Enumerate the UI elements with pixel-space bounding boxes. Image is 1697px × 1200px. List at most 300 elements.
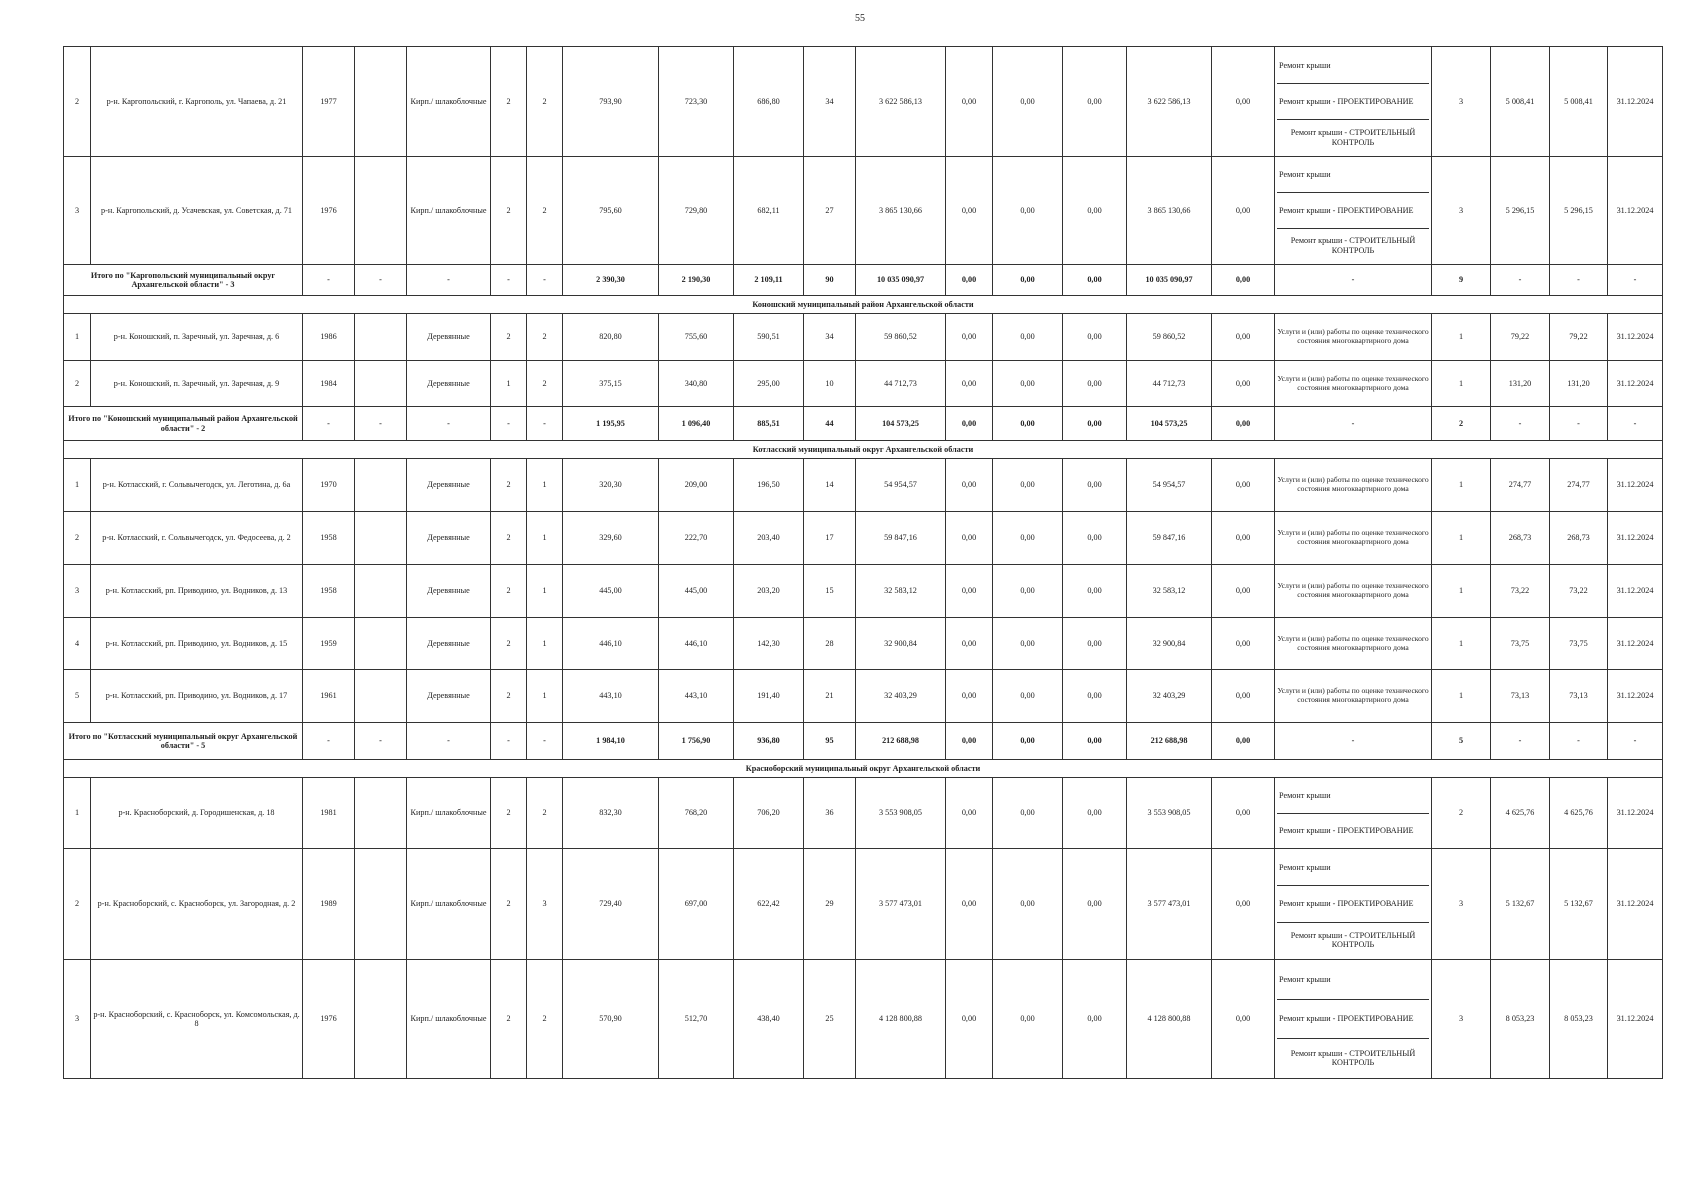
table-row <box>64 849 1663 960</box>
premises-area-cell: 340,80 <box>659 361 734 407</box>
unit-cost-cell: 4 625,76 <box>1491 778 1550 849</box>
floors-cell: 2 <box>491 314 527 361</box>
year-cell: 1986 <box>303 314 355 361</box>
row-number: 2 <box>64 361 91 407</box>
cost-total-cell: 54 954,57 <box>856 459 946 512</box>
fund-cell: 0,00 <box>1063 361 1127 407</box>
unit-cost-cell: 268,73 <box>1491 512 1550 565</box>
row-number: 5 <box>64 670 91 723</box>
max-unit-cost-cell: 268,73 <box>1550 512 1608 565</box>
total-value-cell: - <box>1550 265 1608 296</box>
total-label: Итого по "Котласский муниципальный округ Архангельской области" - 5 <box>64 723 303 760</box>
dash-cell: - <box>303 723 355 760</box>
row-number: 4 <box>64 618 91 670</box>
total-value-cell: 2 <box>1432 407 1491 441</box>
premises-area-cell: 723,30 <box>659 47 734 157</box>
table-row <box>64 361 1663 407</box>
fund-cell: 0,00 <box>993 849 1063 960</box>
table-row <box>64 47 1663 157</box>
wall-material-cell: Деревянные <box>407 314 491 361</box>
unit-cost-cell: 73,75 <box>1491 618 1550 670</box>
works-cell: Услуги и (или) работы по оценке технического состояния многоквартирного дома <box>1275 618 1432 670</box>
premises-area-cell: 697,00 <box>659 849 734 960</box>
work-type-item: Ремонт крыши - ПРОЕКТИРОВАНИЕ <box>1277 83 1429 119</box>
works-cell <box>1275 157 1432 265</box>
residents-cell: 34 <box>804 314 856 361</box>
premises-area-cell: 222,70 <box>659 512 734 565</box>
owners-funds-cell: 54 954,57 <box>1127 459 1212 512</box>
address-cell: р-н. Красноборский, д. Городишенская, д. 18 <box>91 778 303 849</box>
total-area-cell: 445,00 <box>563 565 659 618</box>
blank-cell <box>355 960 407 1079</box>
owners-funds-cell: 3 622 586,13 <box>1127 47 1212 157</box>
total-value-cell: - <box>1275 265 1432 296</box>
cost-total-cell: 59 847,16 <box>856 512 946 565</box>
completion-date-cell: 31.12.2024 <box>1608 157 1663 265</box>
fund-cell: 0,00 <box>1063 565 1127 618</box>
work-type-item: Ремонт крыши <box>1279 60 1331 70</box>
completion-date-cell: 31.12.2024 <box>1608 47 1663 157</box>
max-unit-cost-cell: 5 008,41 <box>1550 47 1608 157</box>
owners-funds-cell: 3 577 473,01 <box>1127 849 1212 960</box>
works-count-cell: 1 <box>1432 459 1491 512</box>
residents-cell: 27 <box>804 157 856 265</box>
floors-cell: 2 <box>491 618 527 670</box>
total-area-cell: 443,10 <box>563 670 659 723</box>
table-row <box>64 459 1663 512</box>
total-area-cell: 729,40 <box>563 849 659 960</box>
entrances-cell: 3 <box>527 849 563 960</box>
dash-cell: - <box>527 723 563 760</box>
blank-cell <box>355 670 407 723</box>
dash-cell: - <box>491 265 527 296</box>
entrances-cell: 1 <box>527 618 563 670</box>
max-unit-cost-cell: 79,22 <box>1550 314 1608 361</box>
max-unit-cost-cell: 73,75 <box>1550 618 1608 670</box>
floors-cell: 2 <box>491 778 527 849</box>
page-number: 55 <box>855 13 865 24</box>
other-funds-cell: 0,00 <box>1212 512 1275 565</box>
residential-area-cell: 142,30 <box>734 618 804 670</box>
residential-area-cell: 706,20 <box>734 778 804 849</box>
residential-area-cell: 622,42 <box>734 849 804 960</box>
other-funds-cell: 0,00 <box>1212 618 1275 670</box>
row-number: 3 <box>64 960 91 1079</box>
cost-total-cell: 4 128 800,88 <box>856 960 946 1079</box>
fund-cell: 0,00 <box>993 47 1063 157</box>
total-area-cell: 320,30 <box>563 459 659 512</box>
table-row <box>64 670 1663 723</box>
works-cell: Услуги и (или) работы по оценке технического состояния многоквартирного дома <box>1275 512 1432 565</box>
owners-funds-cell: 4 128 800,88 <box>1127 960 1212 1079</box>
fund-cell: 0,00 <box>946 960 993 1079</box>
dash-cell: - <box>407 723 491 760</box>
blank-cell <box>355 512 407 565</box>
fund-cell: 0,00 <box>946 849 993 960</box>
fund-cell: 0,00 <box>946 314 993 361</box>
works-count-cell: 3 <box>1432 47 1491 157</box>
address-cell: р-н. Каргопольский, г. Каргополь, ул. Чапаева, д. 21 <box>91 47 303 157</box>
completion-date-cell: 31.12.2024 <box>1608 361 1663 407</box>
work-type-item: Ремонт крыши - ПРОЕКТИРОВАНИЕ <box>1277 192 1429 227</box>
table-row <box>64 512 1663 565</box>
premises-area-cell: 768,20 <box>659 778 734 849</box>
total-value-cell: 1 984,10 <box>563 723 659 760</box>
wall-material-cell: Кирп./ шлакоблочные <box>407 849 491 960</box>
owners-funds-cell: 59 860,52 <box>1127 314 1212 361</box>
owners-funds-cell: 59 847,16 <box>1127 512 1212 565</box>
total-area-cell: 832,30 <box>563 778 659 849</box>
total-value-cell: 936,80 <box>734 723 804 760</box>
total-row <box>64 407 1663 441</box>
total-value-cell: 10 035 090,97 <box>1127 265 1212 296</box>
fund-cell: 0,00 <box>993 960 1063 1079</box>
fund-cell: 0,00 <box>1063 314 1127 361</box>
total-value-cell: 9 <box>1432 265 1491 296</box>
row-number: 3 <box>64 565 91 618</box>
fund-cell: 0,00 <box>946 157 993 265</box>
premises-area-cell: 512,70 <box>659 960 734 1079</box>
works-count-cell: 3 <box>1432 157 1491 265</box>
fund-cell: 0,00 <box>993 618 1063 670</box>
other-funds-cell: 0,00 <box>1212 565 1275 618</box>
premises-area-cell: 209,00 <box>659 459 734 512</box>
address-cell: р-н. Коношский, п. Заречный, ул. Заречная, д. 6 <box>91 314 303 361</box>
completion-date-cell: 31.12.2024 <box>1608 512 1663 565</box>
completion-date-cell: 31.12.2024 <box>1608 778 1663 849</box>
works-count-cell: 1 <box>1432 512 1491 565</box>
max-unit-cost-cell: 73,13 <box>1550 670 1608 723</box>
wall-material-cell: Кирп./ шлакоблочные <box>407 47 491 157</box>
year-cell: 1961 <box>303 670 355 723</box>
dash-cell: - <box>303 265 355 296</box>
unit-cost-cell: 274,77 <box>1491 459 1550 512</box>
address-cell: р-н. Красноборский, с. Красноборск, ул. Загородная, д. 2 <box>91 849 303 960</box>
works-count-cell: 3 <box>1432 849 1491 960</box>
total-value-cell: 5 <box>1432 723 1491 760</box>
other-funds-cell: 0,00 <box>1212 361 1275 407</box>
dash-cell: - <box>527 407 563 441</box>
unit-cost-cell: 73,22 <box>1491 565 1550 618</box>
premises-area-cell: 755,60 <box>659 314 734 361</box>
fund-cell: 0,00 <box>946 459 993 512</box>
dash-cell: - <box>407 407 491 441</box>
cost-total-cell: 3 553 908,05 <box>856 778 946 849</box>
dash-cell: - <box>407 265 491 296</box>
blank-cell <box>355 314 407 361</box>
total-value-cell: 1 096,40 <box>659 407 734 441</box>
fund-cell: 0,00 <box>946 778 993 849</box>
row-number: 1 <box>64 778 91 849</box>
total-area-cell: 793,90 <box>563 47 659 157</box>
total-value-cell: 0,00 <box>993 723 1063 760</box>
completion-date-cell: 31.12.2024 <box>1608 314 1663 361</box>
works-cell: Услуги и (или) работы по оценке технического состояния многоквартирного дома <box>1275 670 1432 723</box>
work-type-item: Ремонт крыши - ПРОЕКТИРОВАНИЕ <box>1277 885 1429 921</box>
total-value-cell: - <box>1550 407 1608 441</box>
fund-cell: 0,00 <box>946 670 993 723</box>
residential-area-cell: 203,20 <box>734 565 804 618</box>
work-type-item: Ремонт крыши <box>1279 791 1331 801</box>
works-count-cell: 1 <box>1432 361 1491 407</box>
fund-cell: 0,00 <box>1063 47 1127 157</box>
row-number: 1 <box>64 459 91 512</box>
capital-repair-table <box>63 46 1663 1079</box>
fund-cell: 0,00 <box>1063 618 1127 670</box>
year-cell: 1989 <box>303 849 355 960</box>
total-value-cell: 212 688,98 <box>1127 723 1212 760</box>
table-row <box>64 618 1663 670</box>
fund-cell: 0,00 <box>993 314 1063 361</box>
other-funds-cell: 0,00 <box>1212 47 1275 157</box>
row-number: 1 <box>64 314 91 361</box>
cost-total-cell: 3 622 586,13 <box>856 47 946 157</box>
unit-cost-cell: 5 132,67 <box>1491 849 1550 960</box>
address-cell: р-н. Котласский, рп. Приводино, ул. Водников, д. 13 <box>91 565 303 618</box>
dash-cell: - <box>355 265 407 296</box>
work-type-item: Ремонт крыши - ПРОЕКТИРОВАНИЕ <box>1277 813 1429 848</box>
unit-cost-cell: 8 053,23 <box>1491 960 1550 1079</box>
fund-cell: 0,00 <box>946 361 993 407</box>
residents-cell: 28 <box>804 618 856 670</box>
total-value-cell: 104 573,25 <box>1127 407 1212 441</box>
fund-cell: 0,00 <box>1063 778 1127 849</box>
total-value-cell: - <box>1608 265 1663 296</box>
fund-cell: 0,00 <box>946 565 993 618</box>
cost-total-cell: 3 865 130,66 <box>856 157 946 265</box>
fund-cell: 0,00 <box>993 565 1063 618</box>
total-area-cell: 375,15 <box>563 361 659 407</box>
section-header-row <box>64 760 1663 778</box>
table-row <box>64 960 1663 1079</box>
owners-funds-cell: 44 712,73 <box>1127 361 1212 407</box>
residents-cell: 17 <box>804 512 856 565</box>
fund-cell: 0,00 <box>993 512 1063 565</box>
total-value-cell: 0,00 <box>1212 407 1275 441</box>
entrances-cell: 2 <box>527 960 563 1079</box>
dash-cell: - <box>355 407 407 441</box>
floors-cell: 2 <box>491 512 527 565</box>
fund-cell: 0,00 <box>1063 459 1127 512</box>
unit-cost-cell: 5 296,15 <box>1491 157 1550 265</box>
section-header-row <box>64 296 1663 314</box>
works-count-cell: 1 <box>1432 565 1491 618</box>
residential-area-cell: 196,50 <box>734 459 804 512</box>
works-count-cell: 1 <box>1432 670 1491 723</box>
row-number: 2 <box>64 849 91 960</box>
table-row <box>64 778 1663 849</box>
fund-cell: 0,00 <box>993 459 1063 512</box>
works-cell <box>1275 47 1432 157</box>
blank-cell <box>355 157 407 265</box>
residential-area-cell: 203,40 <box>734 512 804 565</box>
section-title: Красноборский муниципальный округ Архангельской области <box>64 760 1663 778</box>
row-number: 3 <box>64 157 91 265</box>
entrances-cell: 1 <box>527 512 563 565</box>
year-cell: 1958 <box>303 565 355 618</box>
total-value-cell: - <box>1491 407 1550 441</box>
residents-cell: 34 <box>804 47 856 157</box>
total-value-cell: - <box>1608 407 1663 441</box>
total-value-cell: - <box>1275 723 1432 760</box>
completion-date-cell: 31.12.2024 <box>1608 565 1663 618</box>
total-area-cell: 820,80 <box>563 314 659 361</box>
fund-cell: 0,00 <box>1063 960 1127 1079</box>
total-label: Итого по "Коношский муниципальный район Архангельской области" - 2 <box>64 407 303 441</box>
work-type-item: Ремонт крыши <box>1279 862 1331 872</box>
total-value-cell: 0,00 <box>946 265 993 296</box>
row-number: 2 <box>64 512 91 565</box>
owners-funds-cell: 32 403,29 <box>1127 670 1212 723</box>
entrances-cell: 2 <box>527 47 563 157</box>
address-cell: р-н. Котласский, г. Сольвычегодск, ул. Федосеева, д. 2 <box>91 512 303 565</box>
cost-total-cell: 32 403,29 <box>856 670 946 723</box>
work-type-item: Ремонт крыши - СТРОИТЕЛЬНЫЙ КОНТРОЛЬ <box>1277 228 1429 263</box>
completion-date-cell: 31.12.2024 <box>1608 618 1663 670</box>
blank-cell <box>355 47 407 157</box>
year-cell: 1976 <box>303 157 355 265</box>
dash-cell: - <box>527 265 563 296</box>
residents-cell: 25 <box>804 960 856 1079</box>
entrances-cell: 1 <box>527 670 563 723</box>
work-type-item: Ремонт крыши - ПРОЕКТИРОВАНИЕ <box>1277 999 1429 1038</box>
owners-funds-cell: 3 553 908,05 <box>1127 778 1212 849</box>
total-value-cell: - <box>1491 723 1550 760</box>
total-area-cell: 329,60 <box>563 512 659 565</box>
total-value-cell: 212 688,98 <box>856 723 946 760</box>
premises-area-cell: 445,00 <box>659 565 734 618</box>
total-value-cell: 0,00 <box>1063 407 1127 441</box>
blank-cell <box>355 361 407 407</box>
work-type-item: Ремонт крыши - СТРОИТЕЛЬНЫЙ КОНТРОЛЬ <box>1277 922 1429 958</box>
dash-cell: - <box>355 723 407 760</box>
max-unit-cost-cell: 5 296,15 <box>1550 157 1608 265</box>
max-unit-cost-cell: 4 625,76 <box>1550 778 1608 849</box>
address-cell: р-н. Котласский, г. Сольвычегодск, ул. Леготина, д. 6а <box>91 459 303 512</box>
entrances-cell: 1 <box>527 565 563 618</box>
address-cell: р-н. Красноборский, с. Красноборск, ул. Комсомольская, д. 8 <box>91 960 303 1079</box>
year-cell: 1959 <box>303 618 355 670</box>
residents-cell: 14 <box>804 459 856 512</box>
cost-total-cell: 59 860,52 <box>856 314 946 361</box>
other-funds-cell: 0,00 <box>1212 778 1275 849</box>
premises-area-cell: 443,10 <box>659 670 734 723</box>
table-row <box>64 157 1663 265</box>
wall-material-cell: Деревянные <box>407 618 491 670</box>
other-funds-cell: 0,00 <box>1212 157 1275 265</box>
total-value-cell: 0,00 <box>993 265 1063 296</box>
residential-area-cell: 686,80 <box>734 47 804 157</box>
max-unit-cost-cell: 73,22 <box>1550 565 1608 618</box>
blank-cell <box>355 778 407 849</box>
total-value-cell: 95 <box>804 723 856 760</box>
address-cell: р-н. Каргопольский, д. Усачевская, ул. Советская, д. 71 <box>91 157 303 265</box>
completion-date-cell: 31.12.2024 <box>1608 459 1663 512</box>
address-cell: р-н. Котласский, рп. Приводино, ул. Водников, д. 17 <box>91 670 303 723</box>
works-cell: Услуги и (или) работы по оценке технического состояния многоквартирного дома <box>1275 361 1432 407</box>
fund-cell: 0,00 <box>1063 512 1127 565</box>
year-cell: 1984 <box>303 361 355 407</box>
total-row <box>64 265 1663 296</box>
premises-area-cell: 446,10 <box>659 618 734 670</box>
work-type-item: Ремонт крыши <box>1279 975 1331 985</box>
wall-material-cell: Деревянные <box>407 565 491 618</box>
completion-date-cell: 31.12.2024 <box>1608 960 1663 1079</box>
total-value-cell: 0,00 <box>1063 723 1127 760</box>
wall-material-cell: Кирп./ шлакоблочные <box>407 960 491 1079</box>
other-funds-cell: 0,00 <box>1212 670 1275 723</box>
year-cell: 1958 <box>303 512 355 565</box>
entrances-cell: 2 <box>527 157 563 265</box>
wall-material-cell: Деревянные <box>407 459 491 512</box>
works-count-cell: 1 <box>1432 314 1491 361</box>
section-title: Котласский муниципальный округ Архангельской области <box>64 441 1663 459</box>
floors-cell: 2 <box>491 459 527 512</box>
total-area-cell: 446,10 <box>563 618 659 670</box>
work-type-item: Ремонт крыши <box>1279 170 1331 180</box>
cost-total-cell: 32 583,12 <box>856 565 946 618</box>
residents-cell: 15 <box>804 565 856 618</box>
fund-cell: 0,00 <box>946 512 993 565</box>
floors-cell: 1 <box>491 361 527 407</box>
works-cell: Услуги и (или) работы по оценке технического состояния многоквартирного дома <box>1275 459 1432 512</box>
residents-cell: 36 <box>804 778 856 849</box>
completion-date-cell: 31.12.2024 <box>1608 849 1663 960</box>
floors-cell: 2 <box>491 670 527 723</box>
blank-cell <box>355 849 407 960</box>
total-area-cell: 795,60 <box>563 157 659 265</box>
entrances-cell: 1 <box>527 459 563 512</box>
max-unit-cost-cell: 8 053,23 <box>1550 960 1608 1079</box>
total-value-cell: 0,00 <box>1212 723 1275 760</box>
row-number: 2 <box>64 47 91 157</box>
works-count-cell: 2 <box>1432 778 1491 849</box>
total-row <box>64 723 1663 760</box>
completion-date-cell: 31.12.2024 <box>1608 670 1663 723</box>
total-value-cell: 0,00 <box>1063 265 1127 296</box>
works-cell <box>1275 778 1432 849</box>
address-cell: р-н. Коношский, п. Заречный, ул. Заречная, д. 9 <box>91 361 303 407</box>
total-value-cell: 10 035 090,97 <box>856 265 946 296</box>
works-cell <box>1275 960 1432 1079</box>
residential-area-cell: 682,11 <box>734 157 804 265</box>
year-cell: 1981 <box>303 778 355 849</box>
residential-area-cell: 438,40 <box>734 960 804 1079</box>
total-value-cell: - <box>1608 723 1663 760</box>
total-value-cell: 1 195,95 <box>563 407 659 441</box>
year-cell: 1970 <box>303 459 355 512</box>
wall-material-cell: Деревянные <box>407 670 491 723</box>
total-value-cell: - <box>1491 265 1550 296</box>
other-funds-cell: 0,00 <box>1212 960 1275 1079</box>
fund-cell: 0,00 <box>993 361 1063 407</box>
wall-material-cell: Кирп./ шлакоблочные <box>407 778 491 849</box>
blank-cell <box>355 618 407 670</box>
unit-cost-cell: 73,13 <box>1491 670 1550 723</box>
floors-cell: 2 <box>491 565 527 618</box>
unit-cost-cell: 5 008,41 <box>1491 47 1550 157</box>
year-cell: 1977 <box>303 47 355 157</box>
works-count-cell: 1 <box>1432 618 1491 670</box>
fund-cell: 0,00 <box>993 778 1063 849</box>
entrances-cell: 2 <box>527 778 563 849</box>
total-value-cell: 90 <box>804 265 856 296</box>
unit-cost-cell: 131,20 <box>1491 361 1550 407</box>
max-unit-cost-cell: 274,77 <box>1550 459 1608 512</box>
address-cell: р-н. Котласский, рп. Приводино, ул. Водников, д. 15 <box>91 618 303 670</box>
residential-area-cell: 295,00 <box>734 361 804 407</box>
unit-cost-cell: 79,22 <box>1491 314 1550 361</box>
